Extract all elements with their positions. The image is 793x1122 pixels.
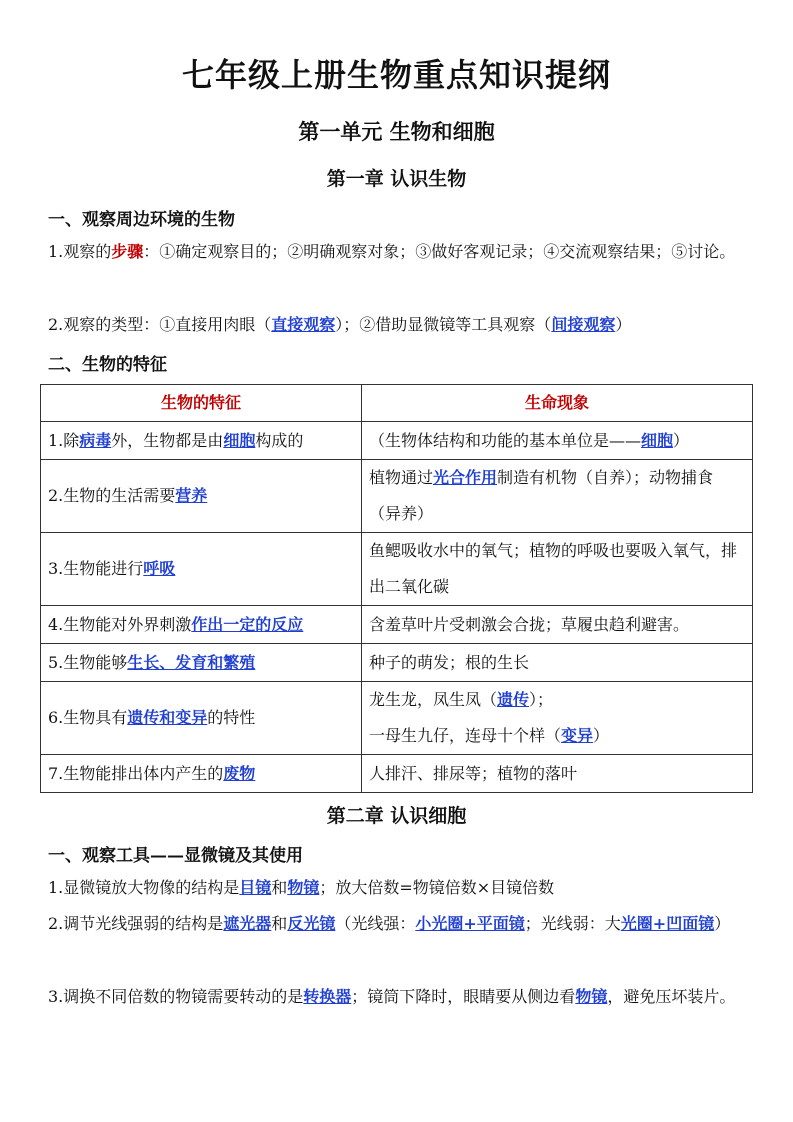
- feature-cell: 2.生物的生活需要营养: [41, 460, 362, 533]
- phenomenon-cell: （生物体结构和功能的基本单位是——细胞）: [362, 422, 753, 460]
- phenomenon-cell: 鱼鳃吸收水中的氧气；植物的呼吸也要吸入氧气，排出二氧化碳: [362, 533, 753, 606]
- feature-cell: 7.生物能排出体内产生的废物: [41, 755, 362, 793]
- unit-heading: 第一单元 生物和细胞: [298, 119, 495, 144]
- feature-cell: 6.生物具有遗传和变异的特性: [41, 682, 362, 755]
- answer-blank: 间接观察: [551, 315, 616, 334]
- paragraph-observe-types: 2.观察的类型：①直接用肉眼（直接观察）；②借助显微镜等工具观察（间接观察）: [48, 315, 632, 334]
- keyword: 步骤: [111, 242, 144, 261]
- paragraph-light: 2.调节光线强弱的结构是遮光器和反光镜（光线强：小光圈+平面镜；光线弱：大光圈+凹面镜）: [48, 914, 731, 933]
- feature-cell: 4.生物能对外界刺激作出一定的反应: [41, 606, 362, 644]
- features-table: [40, 384, 753, 793]
- phenomenon-cell: 种子的萌发；根的生长: [362, 644, 753, 682]
- page-title: 七年级上册生物重点知识提纲: [181, 56, 611, 94]
- table-row: [41, 460, 753, 533]
- table-row: [41, 606, 753, 644]
- paragraph-magnify: 1.显微镜放大物像的结构是目镜和物镜；放大倍数=物镜倍数×目镜倍数: [48, 878, 555, 897]
- section-heading-features: 二、生物的特征: [48, 355, 167, 375]
- chapter-1-heading: 第一章 认识生物: [326, 168, 467, 190]
- feature-cell: 3.生物能进行呼吸: [41, 533, 362, 606]
- chapter-2-heading: 第二章 认识细胞: [326, 805, 467, 827]
- phenomenon-cell: 人排汗、排尿等；植物的落叶: [362, 755, 753, 793]
- column-header: 生物的特征: [41, 385, 362, 422]
- paragraph-observe-steps: 1.观察的步骤：①确定观察目的；②明确观察对象；③做好客观记录；④交流观察结果；⑤讨论。: [48, 242, 736, 261]
- phenomenon-cell: 含羞草叶片受刺激会合拢；草履虫趋利避害。: [362, 606, 753, 644]
- table-header-row: [41, 385, 753, 422]
- column-header: 生命现象: [362, 385, 753, 422]
- table-row: [41, 755, 753, 793]
- table-row: [41, 644, 753, 682]
- table-row: [41, 533, 753, 606]
- phenomenon-cell: 龙生龙，凤生凤（遗传）； 一母生九仔，连母十个样（变异）: [362, 682, 753, 755]
- answer-blank: 直接观察: [271, 315, 336, 334]
- feature-cell: 5.生物能够生长、发育和繁殖: [41, 644, 362, 682]
- feature-cell: 1.除病毒外，生物都是由细胞构成的: [41, 422, 362, 460]
- section-heading-microscope: 一、观察工具——显微镜及其使用: [48, 846, 303, 866]
- table-row: [41, 682, 753, 755]
- section-heading-observe: 一、观察周边环境的生物: [48, 210, 235, 230]
- phenomenon-cell: 植物通过光合作用制造有机物（自养）；动物捕食（异养）: [362, 460, 753, 533]
- table-row: [41, 422, 753, 460]
- paragraph-converter: 3.调换不同倍数的物镜需要转动的是转换器；镜筒下降时，眼睛要从侧边看物镜，避免压坏装片。: [48, 987, 736, 1006]
